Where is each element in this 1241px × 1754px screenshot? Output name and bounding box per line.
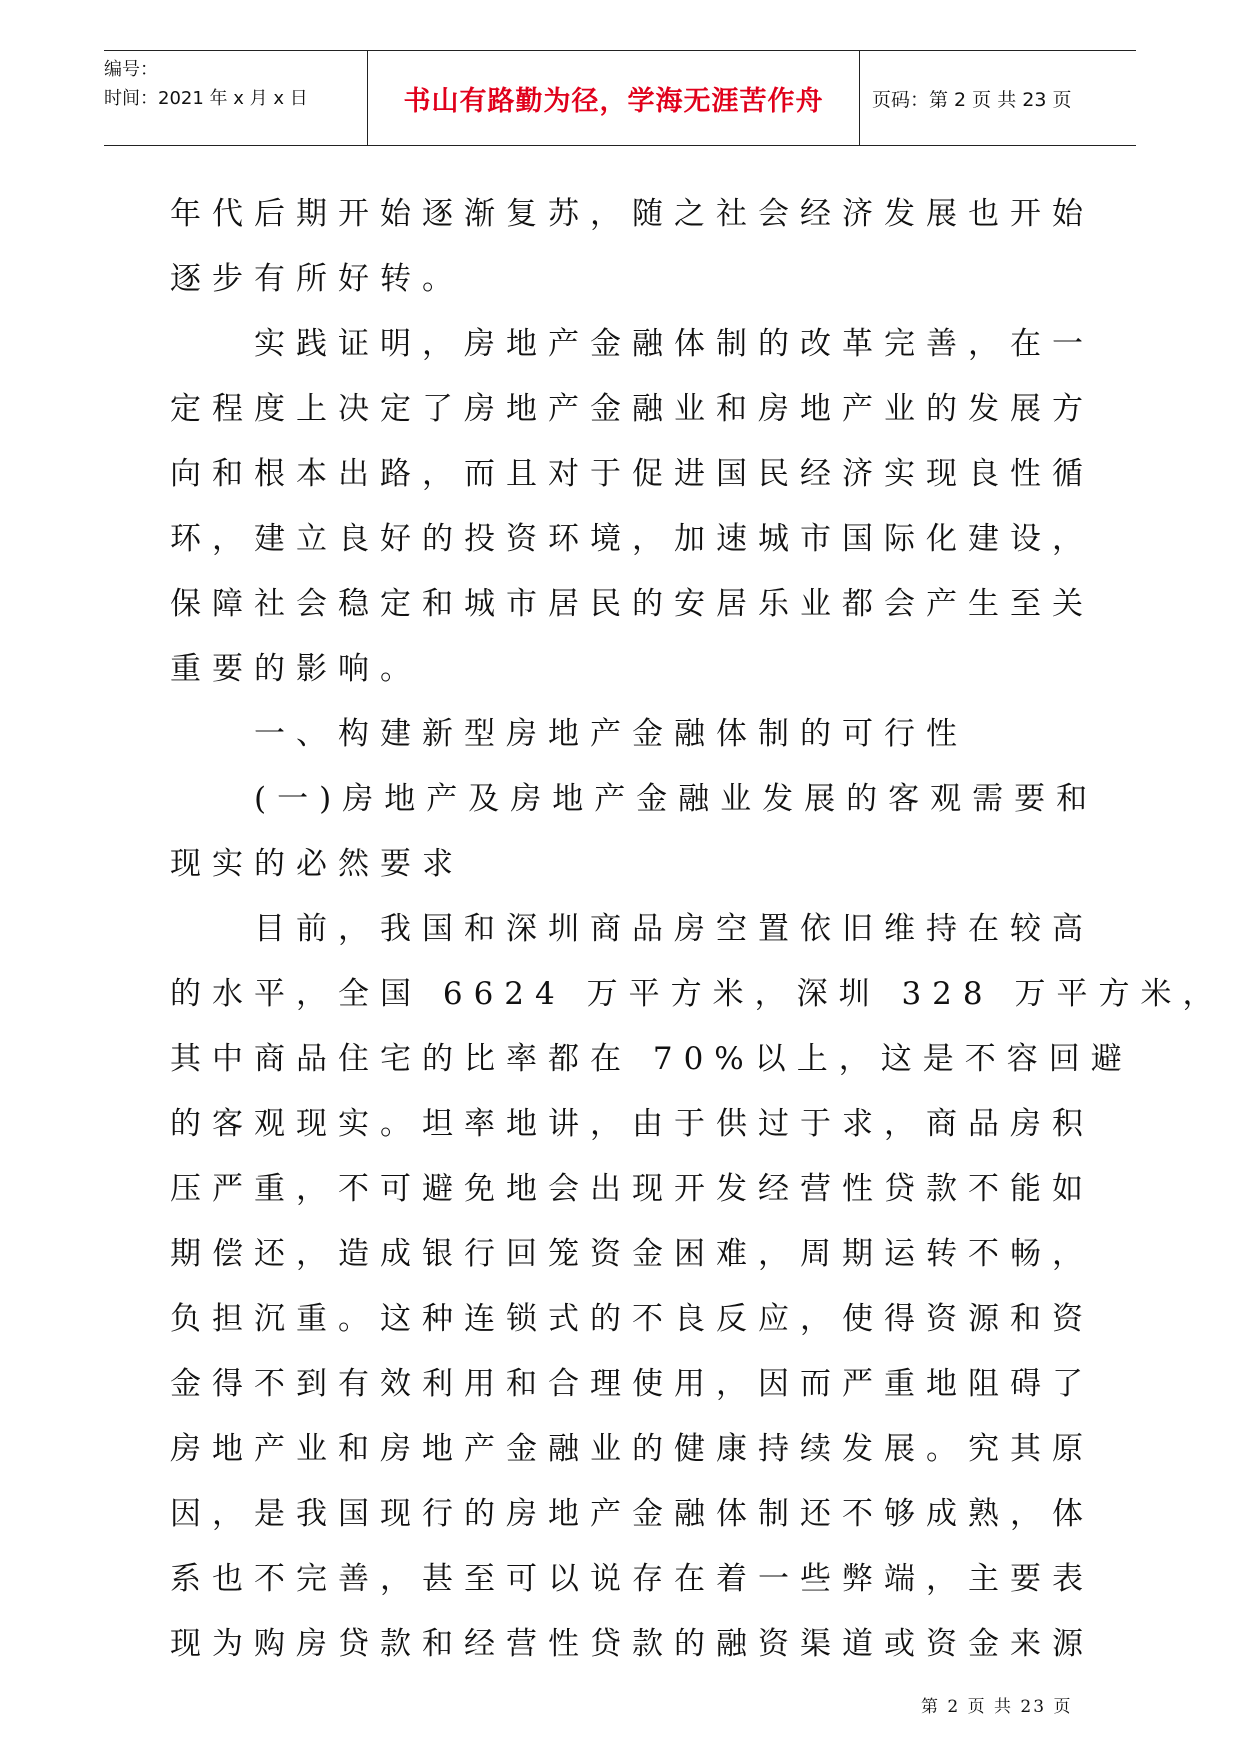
page-footer: 第 2 页 共 23 页 bbox=[921, 1697, 1073, 1717]
text-line: 重要的影响。 bbox=[170, 651, 422, 687]
text-line: 金得不到有效利用和合理使用，因而严重地阻碍了 bbox=[170, 1366, 1094, 1402]
text-line: 现实的必然要求 bbox=[170, 846, 464, 882]
text-line: 系也不完善，甚至可以说存在着一些弊端，主要表 bbox=[170, 1561, 1094, 1597]
text-line: 向和根本出路，而且对于促进国民经济实现良性循 bbox=[170, 456, 1094, 492]
text-line: 压严重，不可避免地会出现开发经营性贷款不能如 bbox=[170, 1171, 1094, 1207]
text-line: 期偿还，造成银行回笼资金困难，周期运转不畅， bbox=[170, 1236, 1094, 1272]
text-line: 房地产业和房地产金融业的健康持续发展。究其原 bbox=[170, 1431, 1094, 1467]
text-line: 实践证明，房地产金融体制的改革完善，在一 bbox=[170, 326, 1094, 362]
text-line: 一、构建新型房地产金融体制的可行性 bbox=[170, 716, 968, 752]
text-line: 定程度上决定了房地产金融业和房地产业的发展方 bbox=[170, 391, 1094, 427]
text-line: 的水平，全国 6624 万平方米，深圳 328 万平方米， bbox=[170, 976, 1225, 1012]
text-line: 的客观现实。坦率地讲，由于供过于求，商品房积 bbox=[170, 1106, 1094, 1142]
document-body bbox=[170, 182, 1225, 1677]
document-date-label: 时间：2021 年 x 月 x 日 bbox=[104, 88, 308, 109]
document-number-label: 编号： bbox=[104, 59, 158, 80]
text-line: 目前，我国和深圳商品房空置依旧维持在较高 bbox=[170, 911, 1094, 947]
text-line: 保障社会稳定和城市居民的安居乐业都会产生至关 bbox=[170, 586, 1094, 622]
text-line: 环，建立良好的投资环境，加速城市国际化建设， bbox=[170, 521, 1094, 557]
header-motto: 书山有路勤为径，学海无涯苦作舟 bbox=[403, 85, 824, 117]
text-line: 因，是我国现行的房地产金融体制还不够成熟，体 bbox=[170, 1496, 1094, 1532]
text-line: 现为购房贷款和经营性贷款的融资渠道或资金来源 bbox=[170, 1626, 1094, 1662]
header-meta bbox=[104, 51, 368, 145]
header-motto-cell bbox=[368, 51, 860, 145]
text-line: 其中商品住宅的比率都在 70%以上，这是不容回避 bbox=[170, 1041, 1133, 1077]
text-line: 负担沉重。这种连锁式的不良反应，使得资源和资 bbox=[170, 1301, 1094, 1337]
page-header bbox=[104, 50, 1136, 146]
header-page-info: 页码：第 2 页 共 23 页 bbox=[872, 88, 1072, 111]
text-line: (一)房地产及房地产金融业发展的客观需要和 bbox=[170, 781, 1099, 817]
text-line: 逐步有所好转。 bbox=[170, 261, 464, 297]
text-line: 年代后期开始逐渐复苏，随之社会经济发展也开始 bbox=[170, 196, 1094, 232]
